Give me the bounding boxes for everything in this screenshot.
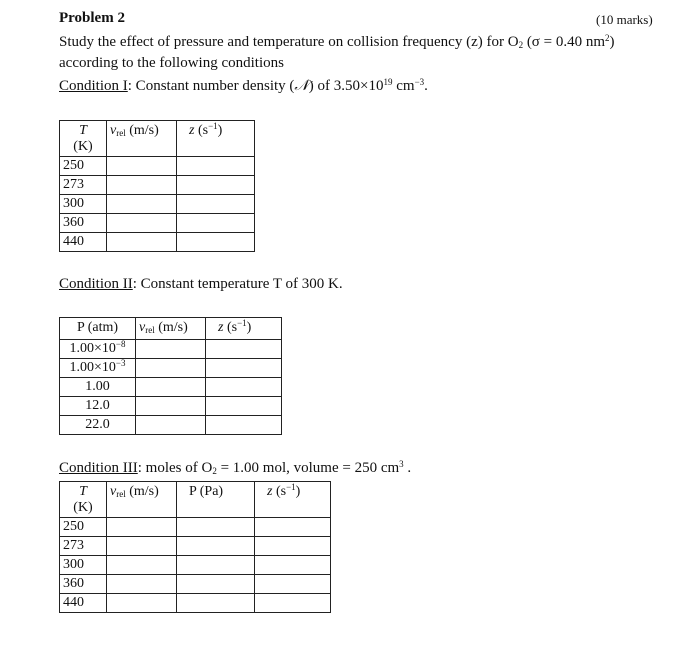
col-z: z $(s^{-1})$ — [206, 318, 282, 340]
table-condition-3 — [59, 481, 331, 613]
cell-pressure[interactable] — [177, 518, 255, 537]
condition-1-text: : Constant number density ( — [127, 78, 295, 94]
intro-line-2: according to the following conditions — [59, 55, 284, 71]
condition-3-label: Condition III — [59, 460, 138, 476]
cell-pressure: $1.00\times 10^{-8}$ — [60, 340, 136, 359]
volume-exponent: 3 — [399, 459, 404, 469]
table-row — [60, 176, 255, 195]
cell-temperature: 250 — [60, 157, 107, 176]
cell-temperature: 250 — [60, 518, 107, 537]
condition-1-unit: cm — [392, 78, 415, 94]
cell-z[interactable] — [255, 594, 331, 613]
condition-1-label: Condition I — [59, 78, 128, 94]
table-header-row — [60, 482, 331, 518]
condition-1-value: ) of 3.50×10 — [308, 78, 384, 94]
cell-z[interactable] — [206, 416, 282, 435]
cell-pressure: 12.0 — [60, 397, 136, 416]
o2-subscript: 2 — [518, 40, 524, 50]
cell-temperature: 440 — [60, 233, 107, 252]
cell-vrel[interactable] — [107, 594, 177, 613]
cell-z[interactable] — [206, 378, 282, 397]
col-z: z $(s^{-1})$ — [255, 482, 331, 518]
cell-pressure[interactable] — [177, 537, 255, 556]
table-row — [60, 594, 331, 613]
col-pressure: P (Pa) — [177, 482, 255, 518]
table-row — [60, 359, 282, 378]
cell-temperature: 273 — [60, 537, 107, 556]
cell-vrel[interactable] — [107, 214, 177, 233]
table-row — [60, 556, 331, 575]
cell-vrel[interactable] — [107, 195, 177, 214]
condition-3-end: . — [403, 460, 412, 476]
condition-3-heading — [59, 460, 411, 477]
cell-temperature: 440 — [60, 594, 107, 613]
table-row — [60, 195, 255, 214]
condition-2-label: Condition II — [59, 276, 133, 292]
cell-z[interactable] — [177, 233, 255, 252]
nm-exponent: 2 — [605, 33, 610, 43]
condition-3-text-2: = 1.00 mol, volume = 250 cm — [216, 460, 400, 476]
cell-temperature: 360 — [60, 214, 107, 233]
condition-1-unit-exp: −3 — [414, 77, 425, 87]
cell-vrel[interactable] — [136, 416, 206, 435]
cell-temperature: 360 — [60, 575, 107, 594]
cell-z[interactable] — [206, 397, 282, 416]
cell-temperature: 300 — [60, 195, 107, 214]
cell-pressure: 22.0 — [60, 416, 136, 435]
cell-vrel[interactable] — [107, 537, 177, 556]
problem-title: Problem 2 — [59, 10, 125, 26]
cell-pressure[interactable] — [177, 575, 255, 594]
cell-z[interactable] — [206, 340, 282, 359]
cell-z[interactable] — [177, 214, 255, 233]
table-row — [60, 575, 331, 594]
cell-temperature: 300 — [60, 556, 107, 575]
intro-line-1 — [59, 34, 615, 51]
cell-z[interactable] — [206, 359, 282, 378]
table-header-row — [60, 121, 255, 157]
intro-close: ) — [609, 34, 615, 50]
table-row — [60, 518, 331, 537]
cell-temperature: 273 — [60, 176, 107, 195]
col-vrel: $v_{rel}$ (m/s) — [107, 482, 177, 518]
cell-vrel[interactable] — [107, 233, 177, 252]
cell-pressure[interactable] — [177, 556, 255, 575]
table-row — [60, 537, 331, 556]
number-density-symbol: 𝒩 — [294, 78, 309, 94]
cell-z[interactable] — [255, 556, 331, 575]
cell-pressure[interactable] — [177, 594, 255, 613]
table-row — [60, 233, 255, 252]
col-vrel: $v_{rel}$ (m/s) — [107, 121, 177, 157]
condition-1-end: . — [424, 78, 428, 94]
col-pressure: P (atm) — [60, 318, 136, 340]
condition-2-heading — [59, 276, 343, 293]
col-z: z $(s^{-1})$ — [177, 121, 255, 157]
cell-z[interactable] — [255, 575, 331, 594]
col-vrel: $v_{rel}$ (m/s) — [136, 318, 206, 340]
cell-vrel[interactable] — [136, 340, 206, 359]
cell-vrel[interactable] — [136, 397, 206, 416]
cell-vrel[interactable] — [107, 518, 177, 537]
cell-vrel[interactable] — [136, 359, 206, 378]
condition-2-text: : Constant temperature T of 300 K. — [132, 276, 343, 292]
col-temperature: T (K) — [60, 482, 107, 518]
cell-z[interactable] — [255, 537, 331, 556]
cell-pressure: 1.00 — [60, 378, 136, 397]
condition-1-heading — [59, 77, 428, 95]
cell-z[interactable] — [177, 157, 255, 176]
cell-vrel[interactable] — [136, 378, 206, 397]
table-row — [60, 397, 282, 416]
intro-text: Study the effect of pressure and temperature on collision frequency (z) for O — [59, 34, 519, 50]
table-row — [60, 157, 255, 176]
table-row — [60, 416, 282, 435]
table-condition-1 — [59, 120, 255, 252]
table-row — [60, 378, 282, 397]
cell-z[interactable] — [255, 518, 331, 537]
condition-3-text-1: : moles of O — [137, 460, 213, 476]
table-condition-2 — [59, 317, 282, 435]
cell-z[interactable] — [177, 176, 255, 195]
cell-pressure: $1.00\times 10^{-3}$ — [60, 359, 136, 378]
condition-1-exp: 19 — [383, 77, 393, 87]
cell-z[interactable] — [177, 195, 255, 214]
table-row — [60, 214, 255, 233]
cell-vrel[interactable] — [107, 575, 177, 594]
cell-vrel[interactable] — [107, 157, 177, 176]
cell-vrel[interactable] — [107, 556, 177, 575]
table-row — [60, 340, 282, 359]
cell-vrel[interactable] — [107, 176, 177, 195]
col-temperature: T (K) — [60, 121, 107, 157]
sigma-text: (σ = 0.40 nm — [523, 34, 606, 50]
o2-subscript: 2 — [212, 466, 217, 476]
table-header-row — [60, 318, 282, 340]
marks-label: (10 marks) — [596, 12, 653, 27]
